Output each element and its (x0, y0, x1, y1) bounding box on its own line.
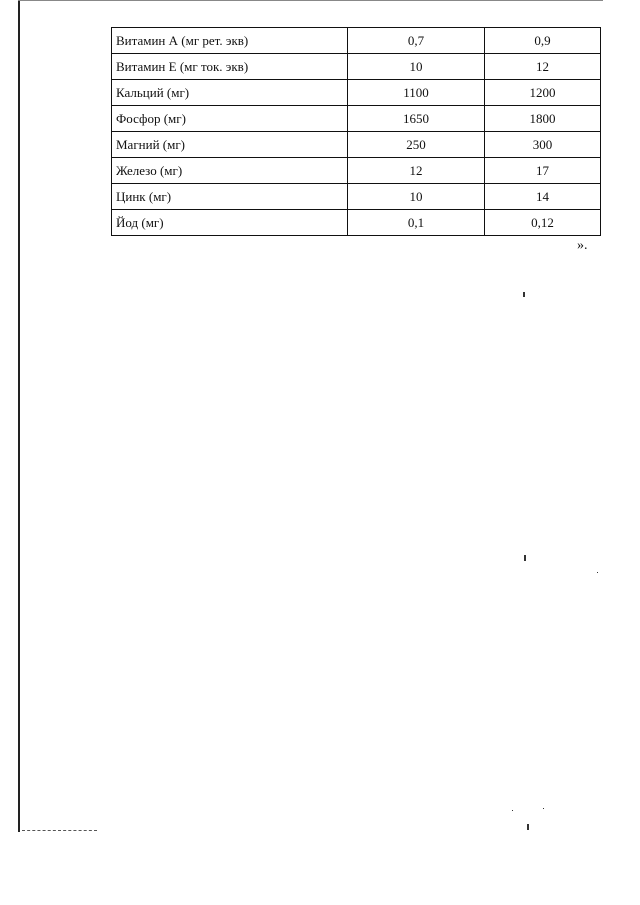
nutrient-name: Витамин А (мг рет. экв) (112, 28, 348, 54)
nutrient-name: Витамин Е (мг ток. экв) (112, 54, 348, 80)
nutrient-value-2: 14 (485, 184, 601, 210)
table-row (112, 106, 601, 132)
table-row (112, 210, 601, 236)
nutrient-name: Железо (мг) (112, 158, 348, 184)
nutrient-value-2: 300 (485, 132, 601, 158)
scan-speck (597, 572, 598, 573)
nutrient-value-2: 1800 (485, 106, 601, 132)
table-row (112, 132, 601, 158)
nutrient-value-2: 17 (485, 158, 601, 184)
nutrient-value-1: 0,1 (348, 210, 485, 236)
table-row (112, 28, 601, 54)
table-row (112, 54, 601, 80)
nutrient-name: Магний (мг) (112, 132, 348, 158)
nutrient-value-1: 0,7 (348, 28, 485, 54)
nutrient-name: Цинк (мг) (112, 184, 348, 210)
nutrient-value-1: 12 (348, 158, 485, 184)
nutrient-value-1: 250 (348, 132, 485, 158)
nutrient-name: Йод (мг) (112, 210, 348, 236)
table-row (112, 158, 601, 184)
scan-speck (523, 292, 525, 297)
table-row (112, 80, 601, 106)
table-row (112, 184, 601, 210)
page-border-top (18, 0, 603, 1)
nutrient-value-1: 1650 (348, 106, 485, 132)
nutrient-table-container (111, 27, 600, 236)
nutrient-value-1: 1100 (348, 80, 485, 106)
nutrient-name: Кальций (мг) (112, 80, 348, 106)
nutrient-value-1: 10 (348, 184, 485, 210)
scan-speck (524, 555, 526, 561)
scan-speck (543, 808, 544, 809)
page-border-left (18, 0, 20, 832)
nutrient-value-2: 0,9 (485, 28, 601, 54)
nutrient-value-2: 12 (485, 54, 601, 80)
nutrient-value-2: 1200 (485, 80, 601, 106)
nutrient-value-1: 10 (348, 54, 485, 80)
scan-dash-line (22, 830, 97, 832)
scan-speck (527, 824, 529, 830)
nutrient-table (111, 27, 601, 236)
nutrient-value-2: 0,12 (485, 210, 601, 236)
nutrient-name: Фосфор (мг) (112, 106, 348, 132)
scan-speck (512, 810, 513, 811)
closing-quote: ». (577, 238, 588, 253)
